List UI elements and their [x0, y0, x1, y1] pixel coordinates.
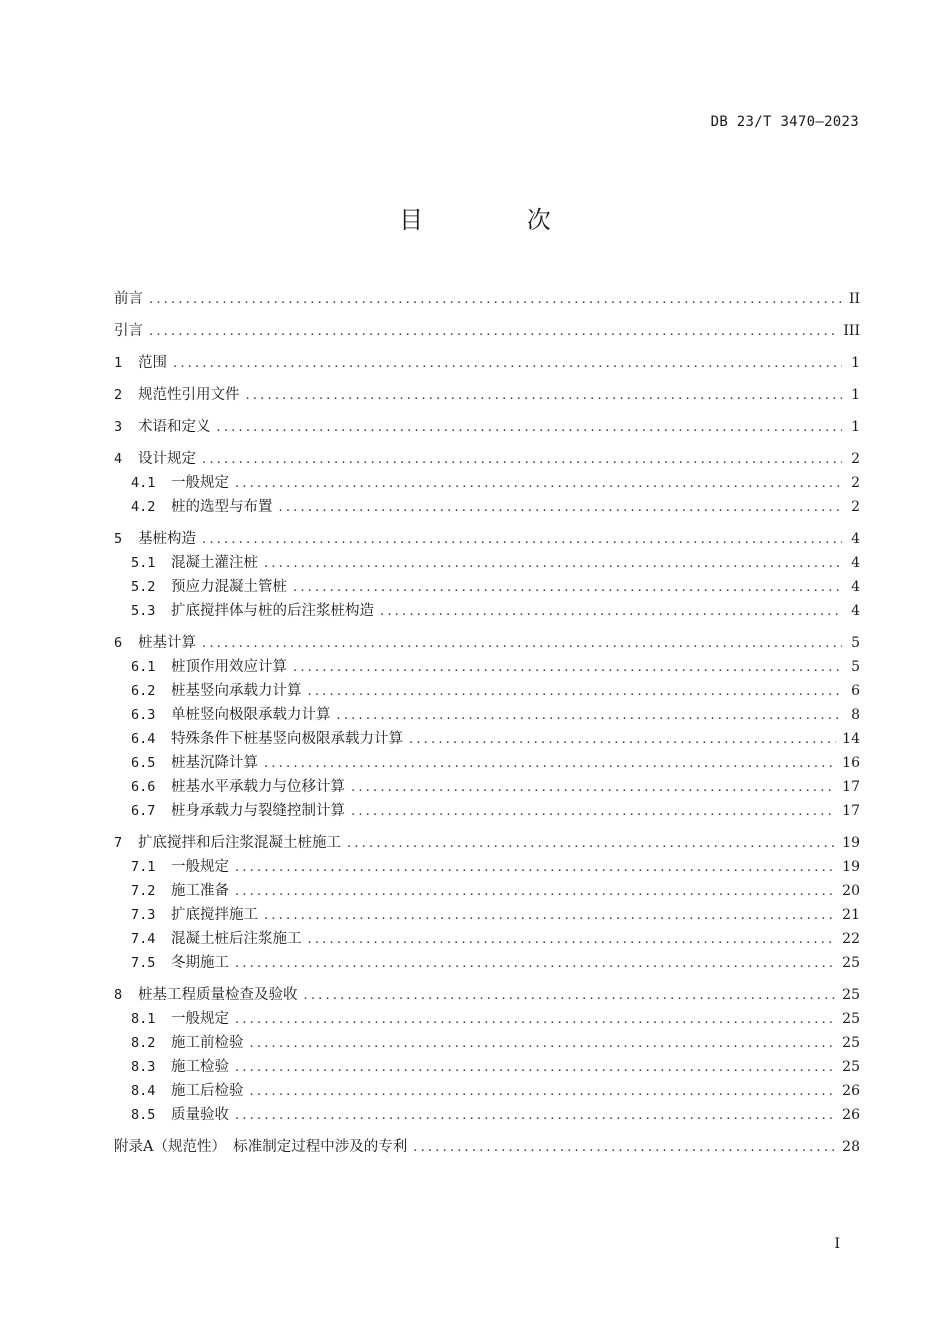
toc-entry-label: 质量验收 — [171, 1107, 229, 1123]
toc-entry[interactable] — [114, 1031, 860, 1055]
dot-leader — [308, 680, 843, 704]
toc-entry[interactable] — [114, 1103, 860, 1127]
dot-leader — [413, 1136, 836, 1160]
toc-entry-number: 5 — [114, 531, 123, 547]
dot-leader — [246, 384, 843, 408]
dot-leader — [202, 528, 842, 552]
toc-entry-label: 前言 — [114, 291, 143, 307]
toc-entry-number: 6.5 — [131, 755, 156, 771]
toc-entry-page: 1 — [851, 387, 860, 403]
toc-entry-label: 桩基水平承载力与位移计算 — [171, 779, 345, 795]
toc-entry-label: 扩底搅拌体与桩的后注浆桩构造 — [171, 603, 374, 619]
toc-entry-page: 28 — [842, 1139, 860, 1155]
toc-entry-page: II — [848, 291, 860, 307]
toc-entry-label: 施工检验 — [171, 1059, 229, 1075]
toc-entry-number: 6.7 — [131, 803, 156, 819]
toc-entry[interactable] — [114, 527, 860, 551]
dot-leader — [293, 576, 842, 600]
dot-leader — [149, 320, 837, 344]
toc-entry[interactable] — [114, 727, 860, 751]
dot-leader — [264, 904, 836, 928]
toc-entry-label: 一般规定 — [171, 475, 229, 491]
toc-entry[interactable] — [114, 799, 860, 823]
toc-entry-label: 术语和定义 — [138, 419, 211, 435]
toc-entry[interactable] — [114, 471, 860, 495]
toc-entry[interactable] — [114, 951, 860, 975]
toc-entry-label: 扩底搅拌施工 — [171, 907, 258, 923]
toc-entry-label: 基桩构造 — [138, 531, 196, 547]
toc-entry-number: 6.4 — [131, 731, 156, 747]
toc-entry-page: 16 — [842, 755, 860, 771]
toc-entry-page: 6 — [851, 683, 860, 699]
dot-leader — [351, 776, 836, 800]
toc-entry-page: 4 — [851, 579, 860, 595]
dot-leader — [235, 880, 836, 904]
toc-entry-page: 14 — [842, 731, 860, 747]
dot-leader — [235, 1008, 836, 1032]
toc-entry[interactable] — [114, 1079, 860, 1103]
toc-entry-page: 2 — [851, 499, 860, 515]
toc-entry-page: 4 — [851, 531, 860, 547]
toc-entry-page: III — [843, 323, 860, 339]
toc-entry-number: 7.5 — [131, 955, 156, 971]
toc-entry-number: 4.2 — [131, 499, 156, 515]
toc-entry-label: 桩基工程质量检查及验收 — [138, 987, 298, 1003]
dot-leader — [308, 928, 837, 952]
toc-entry-number: 8.4 — [131, 1083, 156, 1099]
toc-entry-label: 施工准备 — [171, 883, 229, 899]
toc-entry-number: 8.5 — [131, 1107, 156, 1123]
toc-entry-page: 5 — [851, 635, 860, 651]
toc-entry-number: 8.3 — [131, 1059, 156, 1075]
dot-leader — [347, 832, 836, 856]
dot-leader — [351, 800, 836, 824]
toc-entry-label: 混凝土灌注桩 — [171, 555, 258, 571]
toc-entry-page: 2 — [851, 451, 860, 467]
toc-entry[interactable] — [114, 983, 860, 1007]
toc-entry[interactable] — [114, 383, 860, 407]
toc-entry-label: 范围 — [138, 355, 167, 371]
dot-leader — [202, 632, 842, 656]
toc-entry[interactable] — [114, 575, 860, 599]
toc-entry[interactable] — [114, 703, 860, 727]
toc-entry-number: 4.1 — [131, 475, 156, 491]
toc-entry-label: 预应力混凝土管桩 — [171, 579, 287, 595]
toc-entry-label: 特殊条件下桩基竖向极限承载力计算 — [171, 731, 403, 747]
toc-entry-label: 一般规定 — [171, 1011, 229, 1027]
toc-entry[interactable] — [114, 1135, 860, 1159]
dot-leader — [264, 552, 842, 576]
toc-entry-page: 2 — [851, 475, 860, 491]
toc-entry-number: 6 — [114, 635, 123, 651]
toc-entry-number: 6.2 — [131, 683, 156, 699]
toc-entry-label: 规范性引用文件 — [138, 387, 240, 403]
toc-entry[interactable] — [114, 903, 860, 927]
toc-entry-number: 8 — [114, 987, 123, 1003]
dot-leader — [235, 1104, 836, 1128]
toc-entry[interactable] — [114, 655, 860, 679]
toc-entry[interactable] — [114, 495, 860, 519]
toc-entry[interactable] — [114, 415, 860, 439]
dot-leader — [217, 416, 843, 440]
toc-entry-number: 3 — [114, 419, 123, 435]
toc-entry[interactable] — [114, 551, 860, 575]
toc-entry[interactable] — [114, 775, 860, 799]
table-of-contents — [114, 287, 860, 1159]
toc-entry-page: 8 — [851, 707, 860, 723]
toc-entry-page: 19 — [842, 835, 860, 851]
toc-entry-page: 26 — [842, 1107, 860, 1123]
toc-entry-page: 1 — [851, 355, 860, 371]
toc-entry-number: 7.2 — [131, 883, 156, 899]
toc-entry-label: 桩基计算 — [138, 635, 196, 651]
toc-entry[interactable] — [114, 751, 860, 775]
toc-entry-label: 附录A（规范性） 标准制定过程中涉及的专利 — [114, 1139, 408, 1155]
toc-entry-number: 6.6 — [131, 779, 156, 795]
toc-entry-number: 7.4 — [131, 931, 156, 947]
toc-entry[interactable] — [114, 599, 860, 623]
dot-leader — [264, 752, 836, 776]
toc-entry-label: 桩基竖向承载力计算 — [171, 683, 302, 699]
toc-entry-page: 19 — [842, 859, 860, 875]
toc-entry-label: 设计规定 — [138, 451, 196, 467]
toc-entry-number: 5.3 — [131, 603, 156, 619]
toc-entry-label: 引言 — [114, 323, 143, 339]
dot-leader — [235, 952, 836, 976]
toc-entry-label: 单桩竖向极限承载力计算 — [171, 707, 331, 723]
toc-entry-label: 冬期施工 — [171, 955, 229, 971]
toc-entry-page: 4 — [851, 555, 860, 571]
dot-leader — [202, 448, 842, 472]
toc-entry-page: 4 — [851, 603, 860, 619]
toc-entry-number: 4 — [114, 451, 123, 467]
toc-entry-page: 25 — [842, 955, 860, 971]
toc-entry-number: 8.2 — [131, 1035, 156, 1051]
toc-entry[interactable] — [114, 631, 860, 655]
toc-entry[interactable] — [114, 287, 860, 311]
document-code: DB 23/T 3470—2023 — [710, 114, 859, 130]
dot-leader — [149, 288, 842, 312]
toc-entry-number: 6.3 — [131, 707, 156, 723]
toc-entry-number: 7 — [114, 835, 123, 851]
toc-entry-page: 20 — [842, 883, 860, 899]
toc-entry[interactable] — [114, 351, 860, 375]
dot-leader — [409, 728, 836, 752]
dot-leader — [304, 984, 837, 1008]
toc-entry-page: 5 — [851, 659, 860, 675]
toc-entry-page: 25 — [842, 1059, 860, 1075]
toc-entry[interactable] — [114, 879, 860, 903]
toc-entry-label: 桩的选型与布置 — [171, 499, 273, 515]
toc-entry-label: 桩顶作用效应计算 — [171, 659, 287, 675]
toc-entry-label: 混凝土桩后注浆施工 — [171, 931, 302, 947]
toc-entry-label: 扩底搅拌和后注浆混凝土桩施工 — [138, 835, 341, 851]
toc-entry[interactable] — [114, 679, 860, 703]
toc-entry-label: 施工后检验 — [171, 1083, 244, 1099]
toc-entry[interactable] — [114, 855, 860, 879]
toc-entry-page: 26 — [842, 1083, 860, 1099]
toc-entry[interactable] — [114, 927, 860, 951]
dot-leader — [293, 656, 842, 680]
dot-leader — [380, 600, 842, 624]
toc-entry[interactable] — [114, 1055, 860, 1079]
toc-entry-number: 8.1 — [131, 1011, 156, 1027]
toc-entry-page: 21 — [842, 907, 860, 923]
page-title: 目 次 — [399, 206, 599, 234]
toc-entry-number: 7.3 — [131, 907, 156, 923]
toc-entry-label: 一般规定 — [171, 859, 229, 875]
toc-entry[interactable] — [114, 319, 860, 343]
dot-leader — [235, 472, 842, 496]
toc-entry-number: 5.2 — [131, 579, 156, 595]
toc-entry[interactable] — [114, 831, 860, 855]
toc-entry-page: 17 — [842, 803, 860, 819]
toc-entry-label: 施工前检验 — [171, 1035, 244, 1051]
toc-entry-page: 17 — [842, 779, 860, 795]
toc-entry[interactable] — [114, 447, 860, 471]
dot-leader — [235, 1056, 836, 1080]
toc-entry-number: 2 — [114, 387, 123, 403]
toc-entry[interactable] — [114, 1007, 860, 1031]
toc-entry-label: 桩身承载力与裂缝控制计算 — [171, 803, 345, 819]
dot-leader — [250, 1080, 837, 1104]
toc-entry-label: 桩基沉降计算 — [171, 755, 258, 771]
toc-entry-page: 22 — [842, 931, 860, 947]
dot-leader — [250, 1032, 837, 1056]
toc-entry-number: 6.1 — [131, 659, 156, 675]
dot-leader — [337, 704, 843, 728]
toc-entry-page: 25 — [842, 1011, 860, 1027]
dot-leader — [235, 856, 836, 880]
toc-entry-page: 1 — [851, 419, 860, 435]
toc-entry-number: 1 — [114, 355, 123, 371]
dot-leader — [279, 496, 843, 520]
page-number: I — [834, 1236, 840, 1252]
dot-leader — [173, 352, 842, 376]
toc-entry-number: 7.1 — [131, 859, 156, 875]
toc-entry-page: 25 — [842, 987, 860, 1003]
toc-entry-page: 25 — [842, 1035, 860, 1051]
toc-entry-number: 5.1 — [131, 555, 156, 571]
